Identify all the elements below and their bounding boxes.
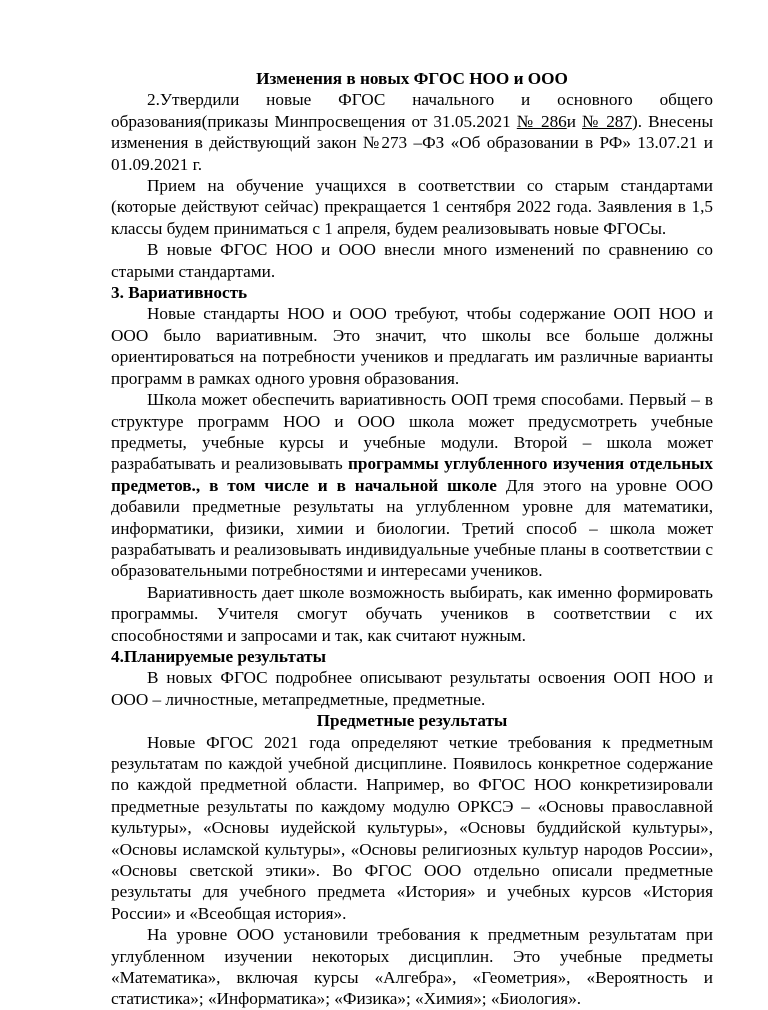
- paragraph-advanced-level: На уровне ООО установили требования к предметным результатам при углубленном изучении некоторых дисциплин. Это учебные предметы «Математика», включая курсы «Алгебра», «Геометрия», «Вероятность и статистика»; «Информатика»; «Физика»; «Химия»; «Биология».: [111, 925, 713, 1009]
- paragraph-variativity-ways: [111, 389, 713, 582]
- paragraph-admission: Прием на обучение учащихся в соответствии со старым стандартами (которые действуют сейчас) прекращается 1 сентября 2022 года. Заявления в 1,5 классы будем приниматься с 1 апреля, будем реализовывать новые ФГОСы.: [111, 176, 713, 238]
- paragraph-text: 2.Утвердили новые ФГОС начального и основного общего образования(приказы Минпросвещения от 31.05.2021: [111, 90, 713, 131]
- paragraph-variativity-benefit: Вариативность дает школе возможность выбирать, как именно формировать программы. Учителя смогут обучать учеников в соответствии с их способностями и запросами и так, как считают нужным.: [111, 582, 713, 645]
- document-title: Изменения в новых ФГОС НОО и ООО: [256, 69, 568, 88]
- bold-emphasis: программы углубленного изучения отдельных предметов., в том числе и в начальной школе: [111, 454, 714, 495]
- order-286-link[interactable]: № 286: [516, 111, 567, 131]
- paragraph-fgos-approval: [111, 89, 713, 175]
- paragraph-variativity-req: Новые стандарты НОО и ООО требуют, чтобы содержание ООП НОО и ООО было вариативным. Это значит, что школы все больше должны ориентироваться на потребности учеников и предлагать им различные варианты программ в рамках одного уровня образования.: [111, 304, 713, 388]
- paragraph-text: Школа может обеспечить вариативность ООП тремя способами. Первый – в структуре программ НОО и ООО школа может предусмотреть учебные предметы, учебные курсы и учебные модули. Второй – школа может разрабатывать и реализовывать: [111, 390, 713, 474]
- subsection-title: Предметные результаты: [316, 711, 508, 731]
- paragraph-results: В новых ФГОС подробнее описывают результаты освоения ООП НОО и ООО – личностные, метапредметные, предметные.: [111, 668, 713, 709]
- order-287-link[interactable]: № 287: [582, 111, 632, 131]
- section-heading-variativity: 3. Вариативность: [111, 283, 248, 303]
- paragraph-text: Для этого на уровне ООО добавили предметные результаты на углубленном уровне для математики, информатики, физики, химии и биологии. Третий способ – школа может разрабатывать и реализовывать индивидуальные учебные планы в соответствии с образовательными потребностями и интересами учеников.: [111, 475, 713, 581]
- paragraph-text: и: [566, 111, 583, 131]
- paragraph-subject-results: Новые ФГОС 2021 года определяют четкие требования к предметным результатам по каждой учебной дисциплине. Появилось конкретное содержание по каждой предметной области. Например, во ФГОС НОО конкретизировали предметные результаты по каждому модулю ОРКСЭ – «Основы православной культуры», «Основы иудейской культуры», «Основы буддийской культуры», «Основы исламской культуры», «Основы религиозных культур народов России», «Основы светской этики». Во ФГОС ООО отдельно описали предметные результаты для учебного предмета «История» и учебных курсов «История России» и «Всеобщая история».: [111, 732, 713, 923]
- section-heading-results: 4.Планируемые результаты: [111, 646, 327, 666]
- paragraph-text: ). Внесены изменения в действующий закон №273 –ФЗ «Об образовании в РФ» 13.07.21 и 01.09.2021 г.: [111, 111, 713, 174]
- paragraph-changes: В новые ФГОС НОО и ООО внесли много изменений по сравнению со старыми стандартами.: [111, 240, 713, 281]
